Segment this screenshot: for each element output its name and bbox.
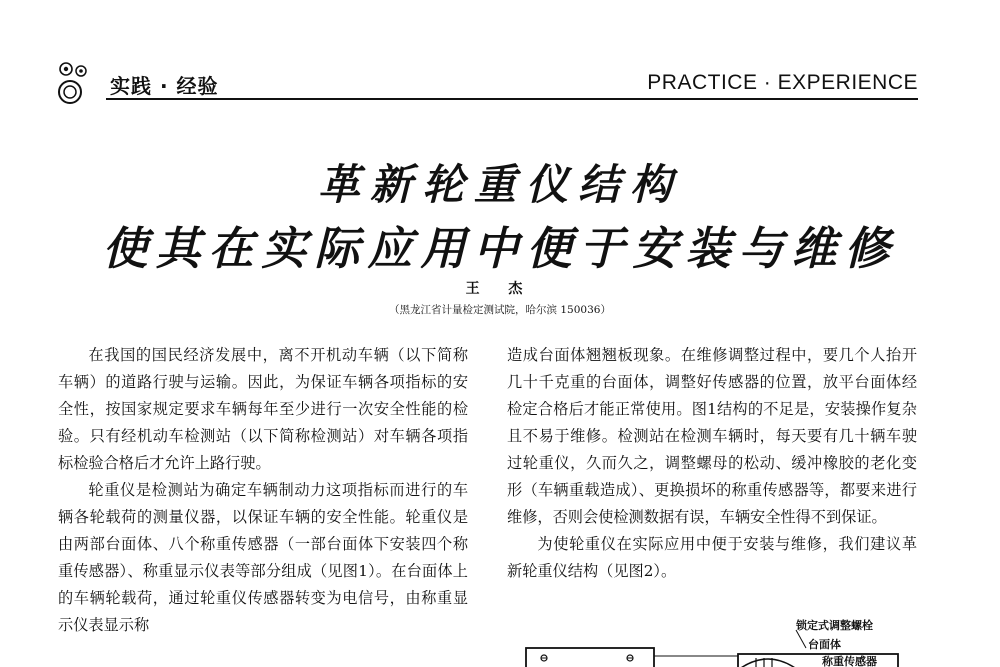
paragraph: 在我国的国民经济发展中，离不开机动车辆（以下简称车辆）的道路行驶与运输。因此，为保证车辆各项指标的安全性，按国家规定要求车辆每年至少进行一次安全性能的检验。只有经机动车检测站（以下简称检测站）对车辆各项指标检验合格后才允许上路行驶。 xyxy=(58,346,468,472)
section-label-cn: 实践 · 经验 xyxy=(110,74,219,98)
figure-label-platform: 台面体 xyxy=(808,638,841,651)
header-rule xyxy=(106,98,918,100)
paragraph: 造成台面体翘翘板现象。在维修调整过程中，要几个人抬开几十千克重的台面体，调整好传感器的位置，放平台面体经检定合格后才能正常使用。图1结构的不足是，安装操作复杂且不易于维修。检测站在检测车辆时，每天要有几十辆车驶过轮重仪，久而久之，调整螺母的松动、缓冲橡胶的老化变形（车辆重载造成）、更换损坏的称重传感器等，都要来进行维修，否则会使检测数据有误，车辆安全性得不到保证。 xyxy=(507,346,917,526)
body-column-right xyxy=(507,342,917,585)
author-affiliation: （黑龙江省计量检定测试院，哈尔滨 150036） xyxy=(389,304,611,316)
article-title-line1: 革新轮重仪结构 xyxy=(317,160,682,209)
figure-2-diagram xyxy=(506,618,926,667)
paragraph: 为使轮重仪在实际应用中便于安装与维修，我们建议革新轮重仪结构（见图2）。 xyxy=(507,535,917,580)
article-title-line2: 使其在实际应用中便于安装与维修 xyxy=(102,222,898,275)
figure-label-sensor: 称重传感器 xyxy=(822,655,877,667)
paragraph: 轮重仪是检测站为确定车辆制动力这项指标而进行的车辆各轮载荷的测量仪器，以保证车辆的安全性能。轮重仪是由两部台面体、八个称重传感器（一部台面体下安装四个称重传感器）、称重显示仪表等部分组成（见图1）。在台面体上的车辆轮载荷，通过轮重仪传感器转变为电信号，由称重显示仪表显示称 xyxy=(58,481,468,634)
journal-logo-icon xyxy=(56,60,108,106)
section-label-en: PRACTICE · EXPERIENCE xyxy=(647,71,918,94)
body-column-left xyxy=(58,342,468,639)
author-name: 王 杰 xyxy=(465,281,535,297)
figure-label-bolt: 锁定式调整螺栓 xyxy=(796,619,873,632)
